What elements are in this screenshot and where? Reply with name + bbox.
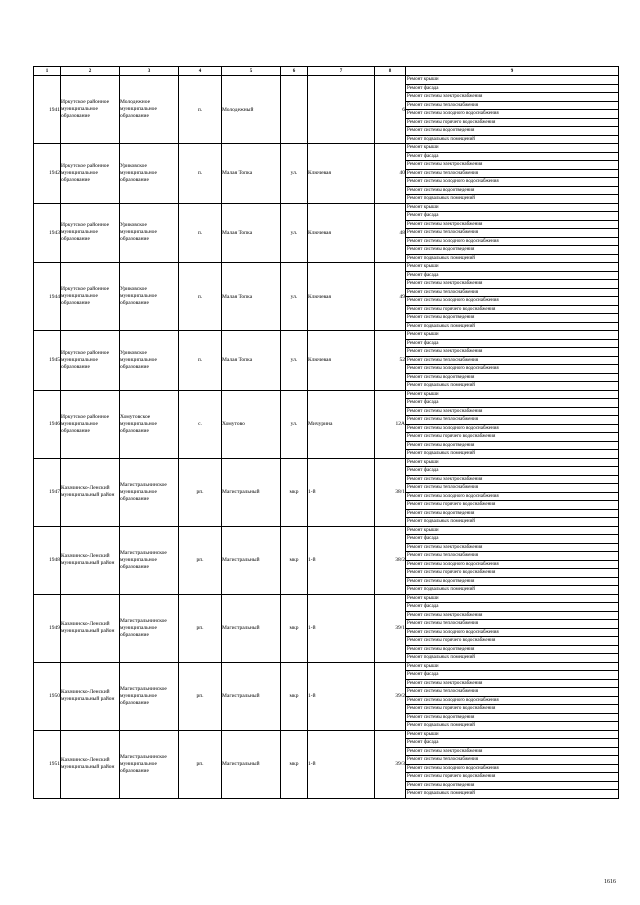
work-item: Ремонт фасада: [406, 84, 618, 93]
street-cell: 1-й: [308, 662, 375, 730]
locality-cell: Магистральный: [222, 526, 281, 594]
street-cell: Ключевая: [308, 203, 375, 263]
row-number: 1947: [34, 458, 61, 526]
street-type-cell: мкр: [281, 730, 308, 798]
header-row: [34, 67, 619, 76]
work-item: Ремонт системы водоотведения: [406, 186, 618, 195]
work-item: Ремонт фасада: [406, 670, 618, 679]
street-type-cell: ул.: [281, 203, 308, 263]
table-row: [34, 263, 619, 331]
works-cell: [406, 203, 619, 263]
street-cell: 1-й: [308, 458, 375, 526]
work-item: Ремонт системы холодного водоснабжения: [406, 560, 618, 569]
work-item: Ремонт системы водоотведения: [406, 509, 618, 518]
work-item: Ремонт системы водоотведения: [406, 126, 618, 135]
header-cell-3: 3: [120, 67, 179, 76]
work-item: Ремонт системы горячего водоснабжения: [406, 568, 618, 577]
locality-type-cell: рп.: [179, 594, 222, 662]
work-item: Ремонт системы теплоснабжения: [406, 619, 618, 628]
row-number: 1949: [34, 594, 61, 662]
street-type-cell: ул.: [281, 144, 308, 204]
street-cell: Ключевая: [308, 263, 375, 331]
locality-type-cell: рп.: [179, 458, 222, 526]
work-item: Ремонт крыши: [407, 731, 439, 737]
locality-type-cell: рп.: [179, 662, 222, 730]
work-item: Ремонт системы теплоснабжения: [406, 415, 618, 424]
row-number: 1945: [34, 331, 61, 391]
work-item: Ремонт системы горячего водоснабжения: [406, 636, 618, 645]
street-type-cell: мкр: [281, 662, 308, 730]
works-cell: [406, 662, 619, 730]
house-number-cell: 39/3: [375, 730, 406, 798]
work-item: Ремонт фасада: [406, 152, 618, 161]
work-item: Ремонт системы водоотведения: [406, 441, 618, 450]
house-number-cell: 40: [375, 144, 406, 204]
table-row: [34, 331, 619, 391]
work-item: Ремонт крыши: [407, 595, 439, 601]
table-row: [34, 76, 619, 144]
work-item: Ремонт системы теплоснабжения: [406, 228, 618, 237]
street-type-cell: ул.: [281, 263, 308, 331]
work-item: Ремонт системы электроснабжения: [406, 747, 618, 756]
street-cell: 1-й: [308, 730, 375, 798]
work-item: Ремонт фасада: [406, 339, 618, 348]
work-item: Ремонт системы электроснабжения: [406, 543, 618, 552]
municipality-cell: Уриковское муниципальное образование: [120, 263, 179, 331]
table-row: [34, 144, 619, 204]
district-cell: Казачинско-Ленский муниципальный район: [61, 458, 120, 526]
work-item: Ремонт системы горячего водоснабжения: [406, 432, 618, 441]
street-type-cell: ул.: [281, 331, 308, 391]
row-number: 1944: [34, 263, 61, 331]
locality-type-cell: п.: [179, 331, 222, 391]
district-cell: Казачинско-Ленский муниципальный район: [61, 526, 120, 594]
header-cell-1: 1: [34, 67, 61, 76]
locality-type-cell: п.: [179, 263, 222, 331]
work-item: Ремонт системы холодного водоснабжения: [406, 296, 618, 305]
work-item: Ремонт системы электроснабжения: [406, 407, 618, 416]
work-item: Ремонт системы электроснабжения: [406, 160, 618, 169]
district-cell: Иркутское районное муниципальное образование: [61, 76, 120, 144]
district-cell: Казачинско-Ленский муниципальный район: [61, 594, 120, 662]
municipality-cell: Уриковское муниципальное образование: [120, 144, 179, 204]
work-item: Ремонт системы горячего водоснабжения: [406, 772, 618, 781]
municipality-cell: Магистральнинское муниципальное образование: [120, 594, 179, 662]
work-item: Ремонт подвальных помещений: [406, 322, 618, 331]
locality-type-cell: п.: [179, 144, 222, 204]
work-item: Ремонт подвальных помещений: [406, 381, 618, 390]
work-item: Ремонт системы электроснабжения: [406, 220, 618, 229]
municipality-cell: Уриковское муниципальное образование: [120, 203, 179, 263]
work-item: Ремонт системы водоотведения: [406, 577, 618, 586]
work-item: Ремонт фасада: [406, 466, 618, 475]
row-number: 1943: [34, 203, 61, 263]
municipality-cell: Магистральнинское муниципальное образование: [120, 458, 179, 526]
street-cell: [308, 76, 375, 144]
table-row: [34, 662, 619, 730]
work-item: Ремонт системы холодного водоснабжения: [406, 628, 618, 637]
work-item: Ремонт подвальных помещений: [406, 789, 618, 798]
row-number: 1948: [34, 526, 61, 594]
locality-cell: Молодежный: [222, 76, 281, 144]
district-cell: Иркутское районное муниципальное образование: [61, 390, 120, 458]
row-number: 1942: [34, 144, 61, 204]
work-item: Ремонт системы теплоснабжения: [406, 356, 618, 365]
work-item: Ремонт системы горячего водоснабжения: [406, 500, 618, 509]
work-item: Ремонт системы теплоснабжения: [406, 288, 618, 297]
table-row: [34, 730, 619, 798]
street-type-cell: мкр: [281, 458, 308, 526]
work-item: Ремонт крыши: [407, 459, 439, 465]
street-type-cell: мкр: [281, 526, 308, 594]
street-type-cell: ул.: [281, 390, 308, 458]
work-item: Ремонт системы теплоснабжения: [406, 101, 618, 110]
municipality-cell: Магистральнинское муниципальное образование: [120, 526, 179, 594]
page-number: 1616: [604, 879, 616, 885]
works-cell: [406, 144, 619, 204]
works-cell: [406, 730, 619, 798]
header-cell-2: 2: [61, 67, 120, 76]
work-item: Ремонт системы горячего водоснабжения: [406, 305, 618, 314]
locality-cell: Малая Топка: [222, 263, 281, 331]
municipality-cell: Магистральнинское муниципальное образование: [120, 662, 179, 730]
work-item: Ремонт системы водоотведения: [406, 245, 618, 254]
repair-program-table: [33, 66, 619, 799]
works-cell: [406, 458, 619, 526]
table-body: [34, 76, 619, 799]
work-item: Ремонт подвальных помещений: [406, 254, 618, 263]
work-item: Ремонт подвальных помещений: [406, 194, 618, 203]
work-item: Ремонт крыши: [407, 77, 439, 82]
works-cell: [406, 390, 619, 458]
work-item: Ремонт подвальных помещений: [406, 517, 618, 526]
work-item: Ремонт системы теплоснабжения: [406, 483, 618, 492]
district-cell: Иркутское районное муниципальное образование: [61, 263, 120, 331]
locality-type-cell: п.: [179, 203, 222, 263]
street-type-cell: [281, 76, 308, 144]
locality-cell: Магистральный: [222, 662, 281, 730]
work-item: Ремонт системы холодного водоснабжения: [406, 237, 618, 246]
work-item: Ремонт системы водоотведения: [406, 713, 618, 722]
work-item: Ремонт крыши: [407, 663, 439, 669]
district-cell: Иркутское районное муниципальное образование: [61, 203, 120, 263]
locality-cell: Магистральный: [222, 458, 281, 526]
work-item: Ремонт системы холодного водоснабжения: [406, 364, 618, 373]
municipality-cell: Магистральнинское муниципальное образование: [120, 730, 179, 798]
work-item: Ремонт фасада: [406, 271, 618, 280]
work-item: Ремонт крыши: [407, 264, 439, 269]
work-item: Ремонт системы электроснабжения: [406, 279, 618, 288]
district-cell: Казачинско-Ленский муниципальный район: [61, 662, 120, 730]
header-cell-5: 5: [222, 67, 281, 76]
row-number: 1951: [34, 730, 61, 798]
locality-cell: Малая Топка: [222, 331, 281, 391]
work-item: Ремонт системы электроснабжения: [406, 92, 618, 101]
row-number: 1946: [34, 390, 61, 458]
house-number-cell: 49: [375, 263, 406, 331]
header-cell-6: 6: [281, 67, 308, 76]
locality-type-cell: рп.: [179, 730, 222, 798]
work-item: Ремонт системы холодного водоснабжения: [406, 696, 618, 705]
street-cell: Ключевая: [308, 331, 375, 391]
work-item: Ремонт системы холодного водоснабжения: [406, 109, 618, 118]
work-item: Ремонт фасада: [406, 398, 618, 407]
work-item: Ремонт подвальных помещений: [406, 449, 618, 458]
work-item: Ремонт фасада: [406, 602, 618, 611]
table-row: [34, 203, 619, 263]
works-cell: [406, 594, 619, 662]
work-item: Ремонт системы водоотведения: [406, 313, 618, 322]
street-cell: 1-й: [308, 526, 375, 594]
work-item: Ремонт фасада: [406, 534, 618, 543]
work-item: Ремонт системы водоотведения: [406, 373, 618, 382]
works-cell: [406, 263, 619, 331]
work-item: Ремонт системы холодного водоснабжения: [406, 764, 618, 773]
locality-cell: Магистральный: [222, 594, 281, 662]
street-cell: 1-й: [308, 594, 375, 662]
work-item: Ремонт подвальных помещений: [406, 585, 618, 594]
header-cell-7: 7: [308, 67, 375, 76]
locality-type-cell: п.: [179, 76, 222, 144]
work-item: Ремонт системы теплоснабжения: [406, 755, 618, 764]
header-cell-8: 8: [375, 67, 406, 76]
house-number-cell: 39/1: [375, 594, 406, 662]
locality-cell: Хомутово: [222, 390, 281, 458]
work-item: Ремонт системы холодного водоснабжения: [406, 424, 618, 433]
table-row: [34, 458, 619, 526]
work-item: Ремонт системы теплоснабжения: [406, 169, 618, 178]
header-cell-9: 9: [406, 67, 619, 76]
row-number: 1941: [34, 76, 61, 144]
work-item: Ремонт крыши: [407, 204, 439, 210]
locality-type-cell: с.: [179, 390, 222, 458]
row-number: 1950: [34, 662, 61, 730]
work-item: Ремонт системы электроснабжения: [406, 679, 618, 688]
street-type-cell: мкр: [281, 594, 308, 662]
house-number-cell: 12А: [375, 390, 406, 458]
house-number-cell: 38/1: [375, 458, 406, 526]
table-row: [34, 594, 619, 662]
municipality-cell: Молодежное муниципальное образование: [120, 76, 179, 144]
work-item: Ремонт крыши: [407, 527, 439, 533]
locality-cell: Малая Топка: [222, 144, 281, 204]
house-number-cell: 39/2: [375, 662, 406, 730]
work-item: Ремонт системы электроснабжения: [406, 347, 618, 356]
district-cell: Казачинско-Ленский муниципальный район: [61, 730, 120, 798]
work-item: Ремонт системы водоотведения: [406, 781, 618, 790]
work-item: Ремонт системы горячего водоснабжения: [406, 704, 618, 713]
work-item: Ремонт фасада: [406, 738, 618, 747]
house-number-cell: 52: [375, 331, 406, 391]
house-number-cell: 48: [375, 203, 406, 263]
works-cell: [406, 76, 619, 144]
locality-cell: Малая Топка: [222, 203, 281, 263]
work-item: Ремонт фасада: [406, 211, 618, 220]
header-cell-4: 4: [179, 67, 222, 76]
house-number-cell: 6: [375, 76, 406, 144]
work-item: Ремонт системы горячего водоснабжения: [406, 118, 618, 127]
work-item: Ремонт системы холодного водоснабжения: [406, 177, 618, 186]
work-item: Ремонт крыши: [407, 145, 439, 150]
district-cell: Иркутское районное муниципальное образование: [61, 331, 120, 391]
work-item: Ремонт системы теплоснабжения: [406, 687, 618, 696]
work-item: Ремонт подвальных помещений: [406, 721, 618, 730]
district-cell: Иркутское районное муниципальное образование: [61, 144, 120, 204]
work-item: Ремонт системы электроснабжения: [406, 475, 618, 484]
work-item: Ремонт крыши: [407, 391, 439, 397]
work-item: Ремонт системы холодного водоснабжения: [406, 492, 618, 501]
house-number-cell: 38/2: [375, 526, 406, 594]
works-cell: [406, 331, 619, 391]
locality-type-cell: рп.: [179, 526, 222, 594]
work-item: Ремонт системы водоотведения: [406, 645, 618, 654]
municipality-cell: Уриковское муниципальное образование: [120, 331, 179, 391]
work-item: Ремонт системы электроснабжения: [406, 611, 618, 620]
street-cell: Ключевая: [308, 144, 375, 204]
work-item: Ремонт крыши: [407, 332, 439, 337]
work-item: Ремонт подвальных помещений: [406, 135, 618, 144]
street-cell: Мичурина: [308, 390, 375, 458]
work-item: Ремонт подвальных помещений: [406, 653, 618, 662]
locality-cell: Магистральный: [222, 730, 281, 798]
table-row: [34, 526, 619, 594]
table-row: [34, 390, 619, 458]
works-cell: [406, 526, 619, 594]
work-item: Ремонт системы теплоснабжения: [406, 551, 618, 560]
municipality-cell: Хомутовское муниципальное образование: [120, 390, 179, 458]
